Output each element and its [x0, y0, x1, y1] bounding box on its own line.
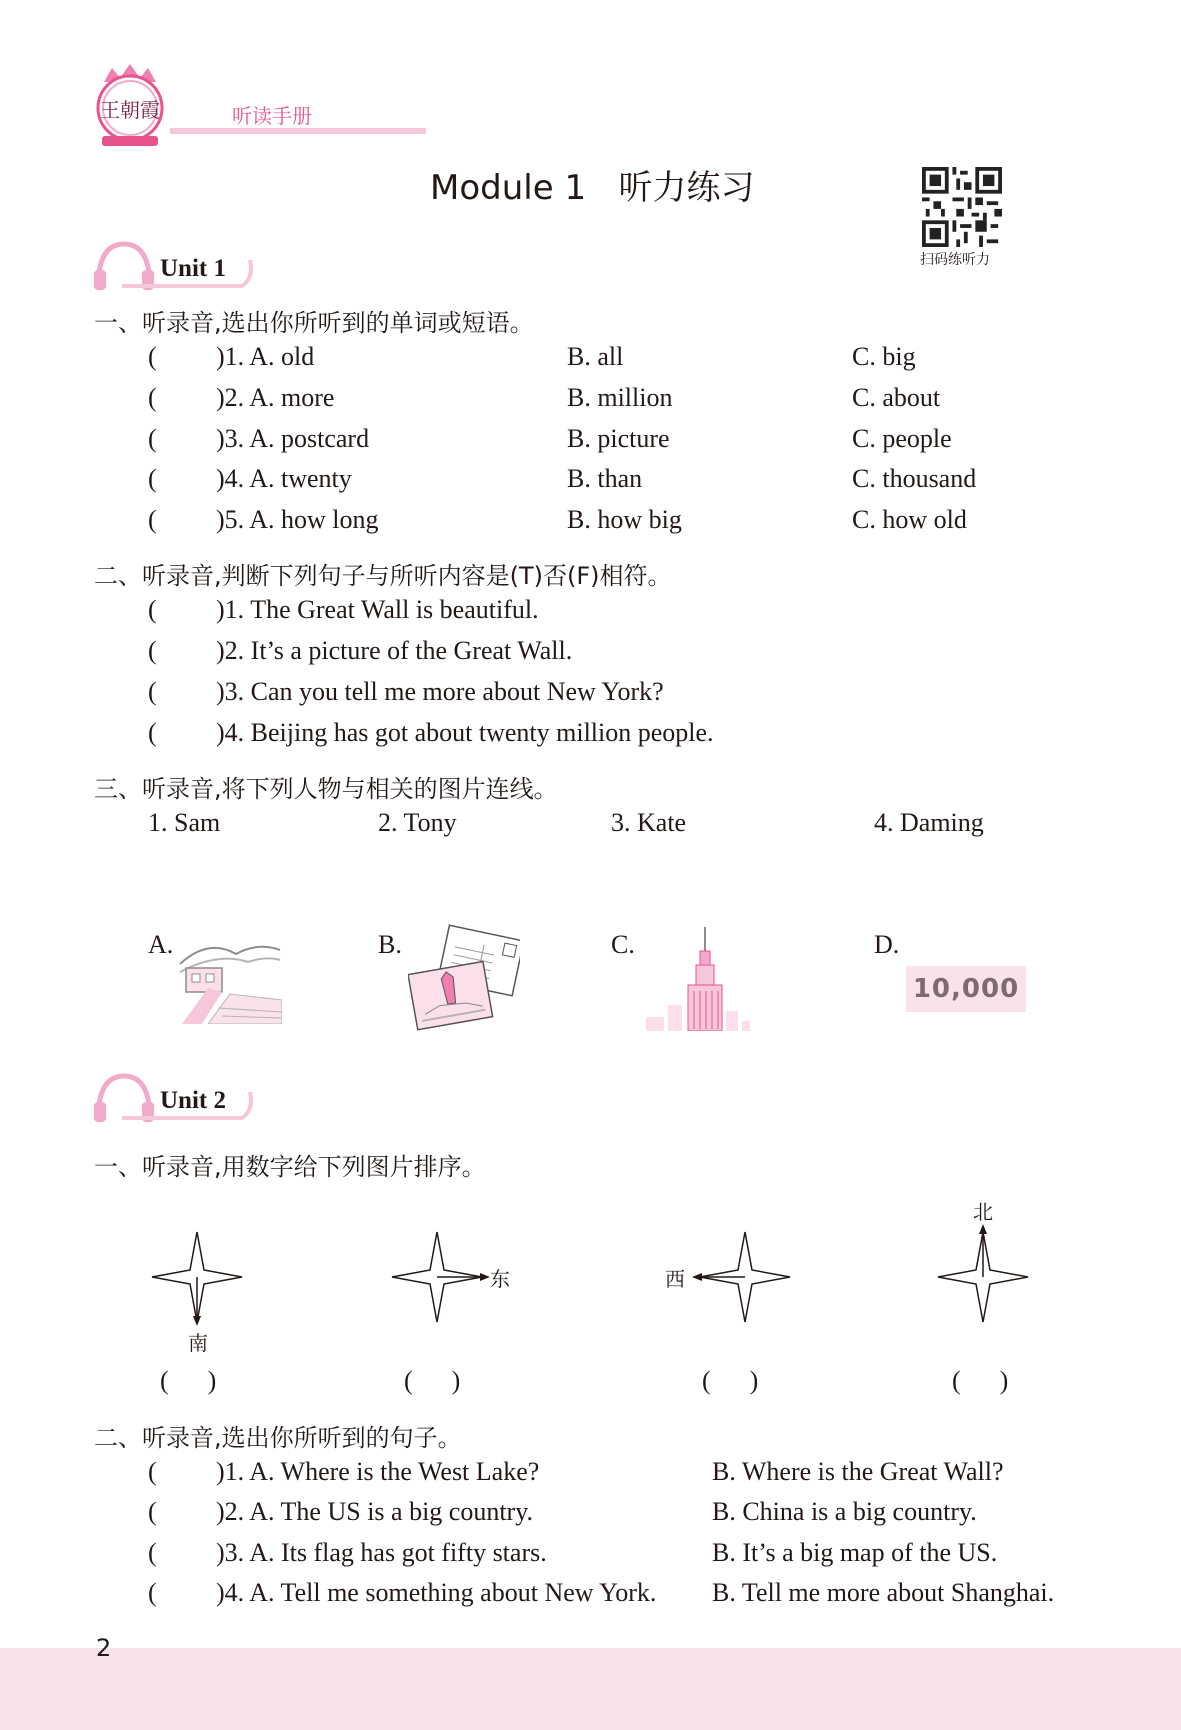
- picture-label: D.: [874, 930, 900, 959]
- answer-paren[interactable]: (: [148, 677, 157, 706]
- option-c: C. thousand: [852, 464, 977, 493]
- page-number: 2: [96, 1634, 112, 1662]
- great-wall-image: [178, 928, 282, 1024]
- tf-item: )4. Beijing has got about twenty million people.: [216, 718, 714, 747]
- direction-label: 东: [490, 1267, 510, 1291]
- skyscraper-image: [640, 925, 752, 1031]
- answer-paren[interactable]: (: [148, 505, 157, 534]
- compass-north-icon: [928, 1222, 1038, 1332]
- u2-s1-heading: 一、听录音,用数字给下列图片排序。: [94, 1153, 486, 1181]
- book-label: 听读手册: [232, 104, 312, 128]
- option-b: B. all: [567, 342, 624, 371]
- u1-s3-heading: 三、听录音,将下列人物与相关的图片连线。: [94, 775, 558, 803]
- u2-s2-heading: 二、听录音,选出你所听到的句子。: [94, 1424, 462, 1452]
- answer-paren[interactable]: ( ): [702, 1366, 759, 1395]
- header: [90, 62, 350, 152]
- answer-paren[interactable]: (: [148, 1538, 157, 1567]
- postcard-image: [408, 924, 520, 1032]
- option-b: B. million: [567, 383, 673, 412]
- direction-label: 南: [188, 1331, 208, 1355]
- option-a: )4. A. Tell me something about New York.: [216, 1578, 657, 1607]
- compass-east-icon: [382, 1222, 492, 1332]
- tf-item: )1. The Great Wall is beautiful.: [216, 595, 539, 624]
- person-label: 2. Tony: [378, 808, 457, 837]
- answer-paren[interactable]: (: [148, 1578, 157, 1607]
- person-label: 1. Sam: [148, 808, 221, 837]
- option-a: )3. A. Its flag has got fifty stars.: [216, 1538, 547, 1567]
- person-label: 4. Daming: [874, 808, 984, 837]
- unit1-label: Unit 1: [160, 255, 226, 282]
- picture-label: A.: [148, 930, 174, 959]
- picture-label: C.: [611, 930, 635, 959]
- qr-caption: 扫码练听力: [920, 252, 990, 268]
- direction-label: 西: [665, 1267, 685, 1291]
- option-b: B. picture: [567, 424, 670, 453]
- answer-paren[interactable]: (: [148, 464, 157, 493]
- picture-label: B.: [378, 930, 402, 959]
- answer-paren[interactable]: (: [148, 595, 157, 624]
- option-b: B. than: [567, 464, 643, 493]
- tf-item: )3. Can you tell me more about New York?: [216, 677, 664, 706]
- compass-south-icon: [142, 1222, 252, 1332]
- qr-code: [922, 167, 1002, 247]
- option-b: B. Where is the Great Wall?: [712, 1457, 1004, 1486]
- option-a: )2. A. The US is a big country.: [216, 1497, 534, 1526]
- option-c: C. about: [852, 383, 941, 412]
- option-b: B. It’s a big map of the US.: [712, 1538, 998, 1567]
- unit2-label: Unit 2: [160, 1087, 226, 1114]
- page-title: Module 1 听力练习: [430, 168, 755, 208]
- option-b: B. Tell me more about Shanghai.: [712, 1578, 1055, 1607]
- compass-west-icon: [690, 1222, 800, 1332]
- answer-paren[interactable]: ( ): [952, 1366, 1009, 1395]
- option-c: C. how old: [852, 505, 967, 534]
- answer-paren[interactable]: (: [148, 636, 157, 665]
- option-a: )4. A. twenty: [216, 464, 352, 493]
- direction-label: 北: [973, 1200, 993, 1224]
- answer-paren[interactable]: (: [148, 383, 157, 412]
- logo-text: 王朝霞: [100, 98, 160, 122]
- u1-s2-heading: 二、听录音,判断下列句子与所听内容是(T)否(F)相符。: [94, 562, 672, 590]
- option-a: )2. A. more: [216, 383, 335, 412]
- option-a: )1. A. Where is the West Lake?: [216, 1457, 540, 1486]
- option-b: B. China is a big country.: [712, 1497, 977, 1526]
- tf-item: )2. It’s a picture of the Great Wall.: [216, 636, 573, 665]
- option-a: )3. A. postcard: [216, 424, 370, 453]
- footer-band: [0, 1648, 1181, 1730]
- option-a: )1. A. old: [216, 342, 315, 371]
- answer-paren[interactable]: (: [148, 1497, 157, 1526]
- option-c: C. big: [852, 342, 916, 371]
- option-b: B. how big: [567, 505, 682, 534]
- number-card-value: 10,000: [912, 974, 1020, 1004]
- u1-s1-heading: 一、听录音,选出你所听到的单词或短语。: [94, 309, 534, 337]
- option-a: )5. A. how long: [216, 505, 379, 534]
- answer-paren[interactable]: ( ): [160, 1366, 217, 1395]
- option-c: C. people: [852, 424, 952, 453]
- answer-paren[interactable]: (: [148, 718, 157, 747]
- answer-paren[interactable]: (: [148, 342, 157, 371]
- person-label: 3. Kate: [611, 808, 687, 837]
- answer-paren[interactable]: (: [148, 424, 157, 453]
- answer-paren[interactable]: ( ): [404, 1366, 461, 1395]
- answer-paren[interactable]: (: [148, 1457, 157, 1486]
